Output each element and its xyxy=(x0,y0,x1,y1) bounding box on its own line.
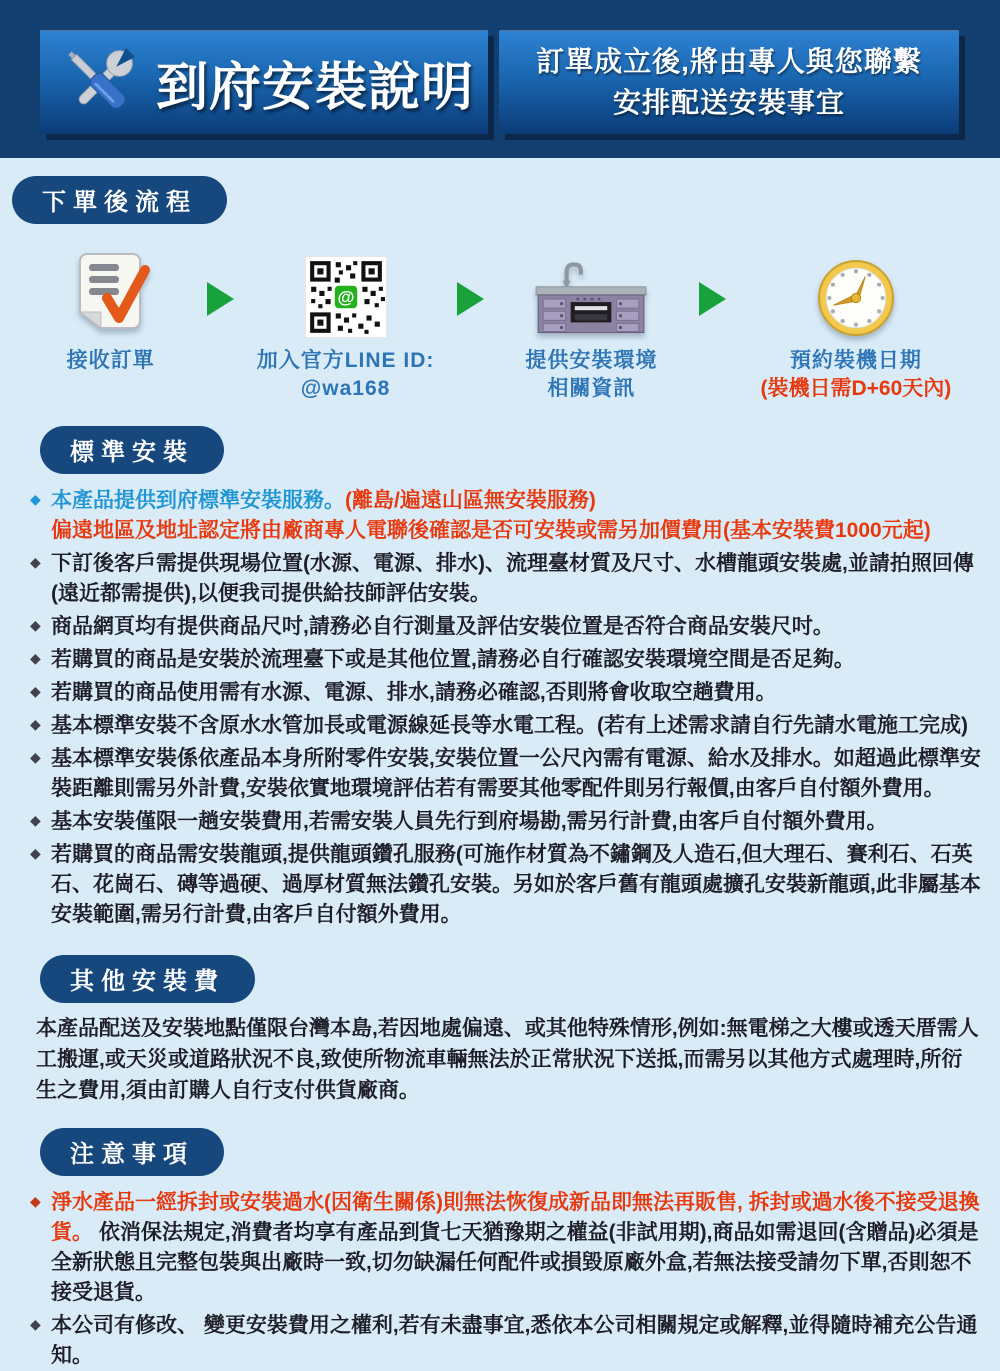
flow-step-label: 接收訂單 xyxy=(66,349,155,372)
notes-section xyxy=(0,1106,1000,1371)
diamond-bullet-icon: ◆ xyxy=(30,844,41,861)
flow-step-label: 預約裝機日期 (裝機日需D+60天內) xyxy=(761,347,952,404)
notes-title: 注意事項 xyxy=(40,1128,224,1176)
other-fee-text: 本產品配送及安裝地點僅限台灣本島,若因地處偏遠、或其他特殊情形,例如:無電梯之大樓或透天厝需人工搬運,或天災或道路狀況不良,致使所物流車輛無法於正常狀況下送抵,而需另以其他方式處理時,所衍生之費用,須由訂購人自行支付供貨廠商。 xyxy=(36,1016,979,1102)
flow-step-label: 加入官方LINE ID: @wa168 xyxy=(256,349,435,401)
bullet-text: 若購買的商品需安裝龍頭,提供龍頭鑽孔服務(可施作材質為不鏽鋼及人造石,但大理石、賽利石、石英石、花崗石、磚等過硬、過厚材質無法鑽孔安裝。另如於客戶舊有龍頭處擴孔安裝新龍頭,此非屬基本安裝範圍,需另行計費,由客戶自付額外費用。 xyxy=(51,842,981,926)
line-qr-icon xyxy=(305,256,387,338)
sink-cabinet-icon xyxy=(530,258,652,338)
list-item xyxy=(30,744,986,804)
bullet-text: 商品網頁均有提供商品尺吋,請務必自行測量及評估安裝位置是否符合商品安裝尺吋。 xyxy=(51,614,834,638)
list-item xyxy=(30,486,986,546)
flow-step-receive-order xyxy=(14,234,207,375)
schedule-note: (裝機日需D+60天內) xyxy=(760,377,952,401)
flow-arrow-icon xyxy=(457,282,484,316)
diamond-bullet-icon: ◆ xyxy=(30,649,41,666)
list-item xyxy=(30,711,986,741)
diamond-bullet-icon: ◆ xyxy=(30,616,41,633)
flow-steps-row xyxy=(0,234,1000,404)
list-item xyxy=(30,840,986,930)
other-fee-section xyxy=(0,933,1000,1106)
bullet-text: 若購買的商品使用需有水源、電源、排水,請務必確認,否則將會收取空趟費用。 xyxy=(51,680,777,704)
header-subtitle-line1: 訂單成立後,將由專人與您聯繫 xyxy=(536,45,922,77)
bullet-text: 若購買的商品是安裝於流理臺下或是其他位置,請務必自行確認安裝環境空間是否足夠。 xyxy=(51,647,855,671)
diamond-bullet-icon: ◆ xyxy=(30,490,41,507)
clock-icon xyxy=(816,258,896,338)
list-item xyxy=(30,645,986,675)
header-subtitle-line2: 安排配送安裝事宜 xyxy=(612,86,845,118)
list-item xyxy=(30,807,986,837)
list-item xyxy=(30,1311,986,1371)
diamond-bullet-icon: ◆ xyxy=(30,748,41,765)
standard-install-title: 標準安裝 xyxy=(40,426,224,474)
page-title: 到府安裝說明 xyxy=(155,59,474,117)
diamond-bullet-icon: ◆ xyxy=(30,682,41,699)
bullet-text: 基本安裝僅限一趟安裝費用,若需安裝人員先行到府場勘,需另行計費,由客戶自付額外費用。 xyxy=(51,809,888,833)
order-document-icon xyxy=(71,250,151,338)
diamond-bullet-icon: ◆ xyxy=(30,1192,41,1209)
flow-section xyxy=(0,158,1000,404)
bullet-text: 下訂後客戶需提供現場位置(水源、電源、排水)、流理臺材質及尺寸、水槽龍頭安裝處,並請拍照回傳(遠近都需提供),以便我司提供給技師評估安裝。 xyxy=(51,551,974,605)
bullet-text-red: 偏遠地區及地址認定將由廠商專人電聯後確認是否可安裝或需另加價費用(基本安裝費1000元起) xyxy=(51,518,931,542)
flow-section-title: 下單後流程 xyxy=(12,176,227,224)
header-band xyxy=(0,0,1000,158)
list-item xyxy=(30,549,986,609)
flow-step-line-qr xyxy=(234,234,457,404)
list-item xyxy=(30,678,986,708)
diamond-bullet-icon: ◆ xyxy=(30,715,41,732)
diamond-bullet-icon: ◆ xyxy=(30,1315,41,1332)
notes-bullets xyxy=(0,1184,1000,1371)
tools-icon xyxy=(54,37,146,129)
bullet-text-blue: 本產品提供到府標準安裝服務。 xyxy=(51,488,345,512)
bullet-text: 基本標準安裝不含原水水管加長或電源線延長等水電工程。(若有上述需求請自行先請水電施工完成) xyxy=(51,713,968,737)
list-item xyxy=(30,612,986,642)
other-fee-title: 其他安裝費 xyxy=(40,955,255,1003)
flow-step-environment-info xyxy=(484,234,699,404)
bullet-text: 基本標準安裝係依產品本身所附零件安裝,安裝位置一公尺內需有電源、給水及排水。如超過此標準安裝距離則需另外計費,安裝依實地環境評估若有需要其他零配件則另行報價,由客戶自付額外費用。 xyxy=(51,746,981,800)
note-text-red: 淨水產品一經拆封或安裝過水(因衛生關係)則無法恢復成新品即無法再販售, 拆封或過水後不接受退換貨。 xyxy=(51,1190,980,1244)
note-text-dark: 依消保法規定,消費者均享有產品到貨七天猶豫期之權益(非試用期),商品如需退回(含贈品)必須是全新狀態且完整包裝與出廠時一致,切勿缺漏任何配件或損毀原廠外盒,若無法接受請勿下單,否則恕不接受退貨。 xyxy=(51,1220,979,1304)
flow-step-schedule-date xyxy=(726,234,986,404)
standard-install-bullets xyxy=(0,482,1000,930)
line-at-glyph: @ xyxy=(337,287,355,308)
flow-step-label: 提供安裝環境 相關資訊 xyxy=(525,349,658,401)
flow-arrow-icon xyxy=(207,282,234,316)
flow-arrow-icon xyxy=(699,282,726,316)
note-text: 本公司有修改、 變更安裝費用之權利,若有未盡事宜,悉依本公司相關規定或解釋,並得隨時補充公告通知。 xyxy=(51,1313,978,1367)
list-item xyxy=(30,1188,986,1308)
header-title-banner xyxy=(40,30,488,134)
diamond-bullet-icon: ◆ xyxy=(30,811,41,828)
diamond-bullet-icon: ◆ xyxy=(30,553,41,570)
bullet-text-red: (離島/遍遠山區無安裝服務) xyxy=(345,488,596,512)
standard-install-section xyxy=(0,404,1000,930)
header-subtitle-banner xyxy=(499,30,959,134)
